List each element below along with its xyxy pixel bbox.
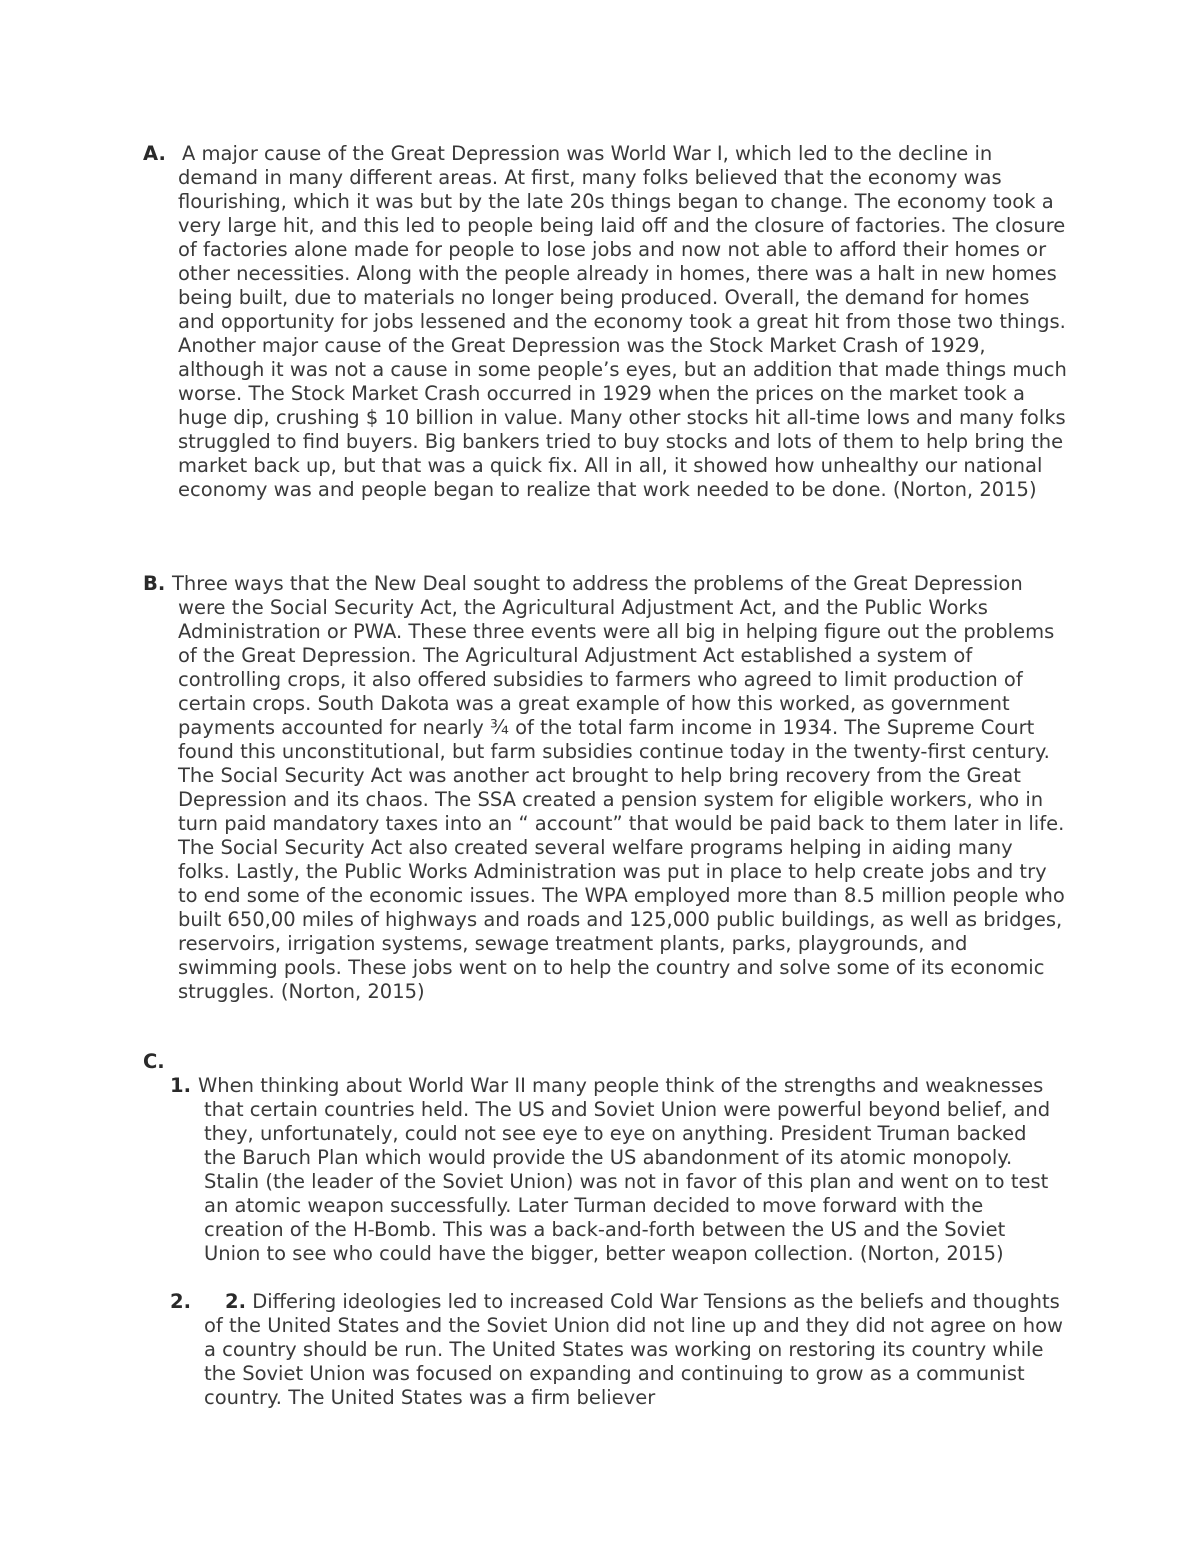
section-c-item-2-text: Differing ideologies led to increased Cold War Tensions as the beliefs and thoughts of the United States and the Soviet Union did not line up and they did not agree on how a country should be run. The United States was working on restoring its country while the Soviet Union was focused on expanding and continuing to grow as a communist country. The United States was a firm believer xyxy=(204,1290,1063,1409)
section-c-item-2-inner-marker: 2. xyxy=(225,1290,246,1313)
section-c-item-1-paragraph: When thinking about World War II many people think of the strengths and weaknesses that certain countries held. The US and Soviet Union were powerful beyond belief, and they, unfortunately, could not see eye to eye on anything. President Truman backed the Baruch Plan which would provide the US abandonment of its atomic monopoly. Stalin (the leader of the Soviet Union) was not in favor of this plan and went on to test an atomic weapon successfully. Later Turman decided to move forward with the creation of the H-Bomb. This was a back-and-forth between the US and the Soviet Union to see who could have the bigger, better weapon collection. (Norton, 2015) xyxy=(198,1074,1051,1265)
section-c-marker: C. xyxy=(143,1050,165,1073)
section-c-item-2-paragraph xyxy=(204,1290,1064,1410)
section-a-paragraph: A major cause of the Great Depression was World War I, which led to the decline in demand in many different areas. At first, many folks believed that the economy was flourishing, which it was but by the late 20s things began to change. The economy took a very large hit, and this led to people being laid off and the closure of factories. The closure of factories alone made for people to lose jobs and now not able to afford their homes or other necessities. Along with the people already in homes, there was a halt in new homes being built, due to materials no longer being produced. Overall, the demand for homes and opportunity for jobs lessened and the economy took a great hit from those two things. Another major cause of the Great Depression was the Stock Market Crash of 1929, although it was not a cause in some people’s eyes, but an addition that made things much worse. The Stock Market Crash occurred in 1929 when the prices on the market took a huge dip, crushing $ 10 billion in value. Many other stocks hit all-time lows and many folks struggled to find buyers. Big bankers tried to buy stocks and lots of them to help bring the market back up, but that was a quick fix. All in all, it showed how unhealthy our national economy was and people began to realize that work needed to be done. (Norton, 2015) xyxy=(178,142,1067,501)
section-a-marker: A. xyxy=(143,142,166,165)
section-c-item-1-marker: 1. xyxy=(170,1074,191,1097)
section-b-paragraph: Three ways that the New Deal sought to address the problems of the Great Depression were the Social Security Act, the Agricultural Adjustment Act, and the Public Works Administration or PWA. These three events were all big in helping figure out the problems of the Great Depression. The Agricultural Adjustment Act established a system of controlling crops, it also offered subsidies to farmers who agreed to limit production of certain crops. South Dakota was a great example of how this worked, as government payments accounted for nearly ¾ of the total farm income in 1934. The Supreme Court found this unconstitutional, but farm subsidies continue today in the twenty-first century. The Social Security Act was another act brought to help bring recovery from the Great Depression and its chaos. The SSA created a pension system for eligible workers, who in turn paid mandatory taxes into an “ account” that would be paid back to them later in life. The Social Security Act also created several welfare programs helping in aiding many folks. Lastly, the Public Works Administration was put in place to help create jobs and try to end some of the economic issues. The WPA employed more than 8.5 million people who built 650,00 miles of highways and roads and 125,000 public buildings, as well as bridges, reservoirs, irrigation systems, sewage treatment plants, parks, playgrounds, and swimming pools. These jobs went on to help the country and solve some of its economic struggles. (Norton, 2015) xyxy=(172,572,1065,1003)
section-c-item-2-marker: 2. xyxy=(170,1290,191,1313)
section-b-marker: B. xyxy=(143,572,166,595)
